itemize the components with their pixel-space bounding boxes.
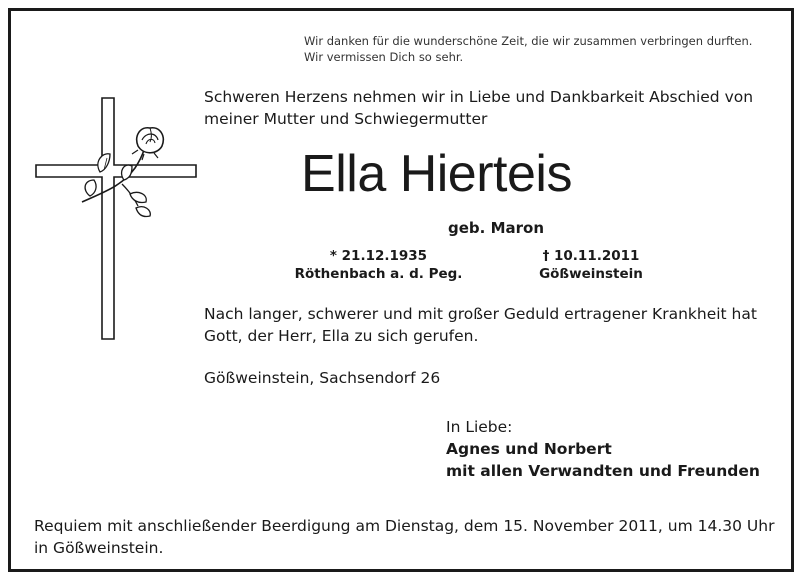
message-line-1: Nach langer, schwerer und mit großer Geduld ertragener Krankheit hat bbox=[204, 305, 757, 323]
signoff-names-1: Agnes und Norbert bbox=[446, 440, 612, 458]
address: Gößweinstein, Sachsendorf 26 bbox=[204, 369, 441, 387]
cross-with-rose-icon bbox=[34, 96, 199, 341]
intro-line-1: Schweren Herzens nehmen wir in Liebe und Dankbarkeit Abschied von bbox=[204, 88, 754, 106]
message-line-2: Gott, der Herr, Ella zu sich gerufen. bbox=[204, 327, 479, 345]
signoff-names-2: mit allen Verwandten und Freunden bbox=[446, 462, 760, 480]
death-place: Gößweinstein bbox=[539, 266, 643, 282]
birth-place: Röthenbach a. d. Peg. bbox=[294, 266, 463, 282]
birth-date: * 21.12.1935 bbox=[329, 248, 428, 264]
intro-text bbox=[204, 86, 753, 130]
obituary-frame bbox=[8, 8, 794, 572]
message-text bbox=[204, 303, 757, 347]
maiden-name: geb. Maron bbox=[448, 219, 544, 237]
requiem-line-2: in Gößweinstein. bbox=[34, 539, 164, 557]
motto-line-2: Wir vermissen Dich so sehr. bbox=[304, 50, 464, 64]
motto-text bbox=[304, 33, 752, 65]
death-date: † 10.11.2011 bbox=[542, 248, 640, 264]
requiem-line-1: Requiem mit anschließender Beerdigung am Dienstag, dem 15. November 2011, um 14.30 Uhr bbox=[34, 517, 775, 535]
death-info bbox=[521, 247, 661, 283]
requiem-text bbox=[34, 515, 774, 559]
intro-line-2: meiner Mutter und Schwiegermutter bbox=[204, 110, 488, 128]
motto-line-1: Wir danken für die wunderschöne Zeit, die wir zusammen verbringen durften. bbox=[304, 34, 753, 48]
deceased-name: Ella Hierteis bbox=[301, 145, 572, 203]
signoff-label: In Liebe: bbox=[446, 418, 513, 436]
signoff bbox=[446, 416, 760, 482]
birth-info bbox=[286, 247, 471, 283]
